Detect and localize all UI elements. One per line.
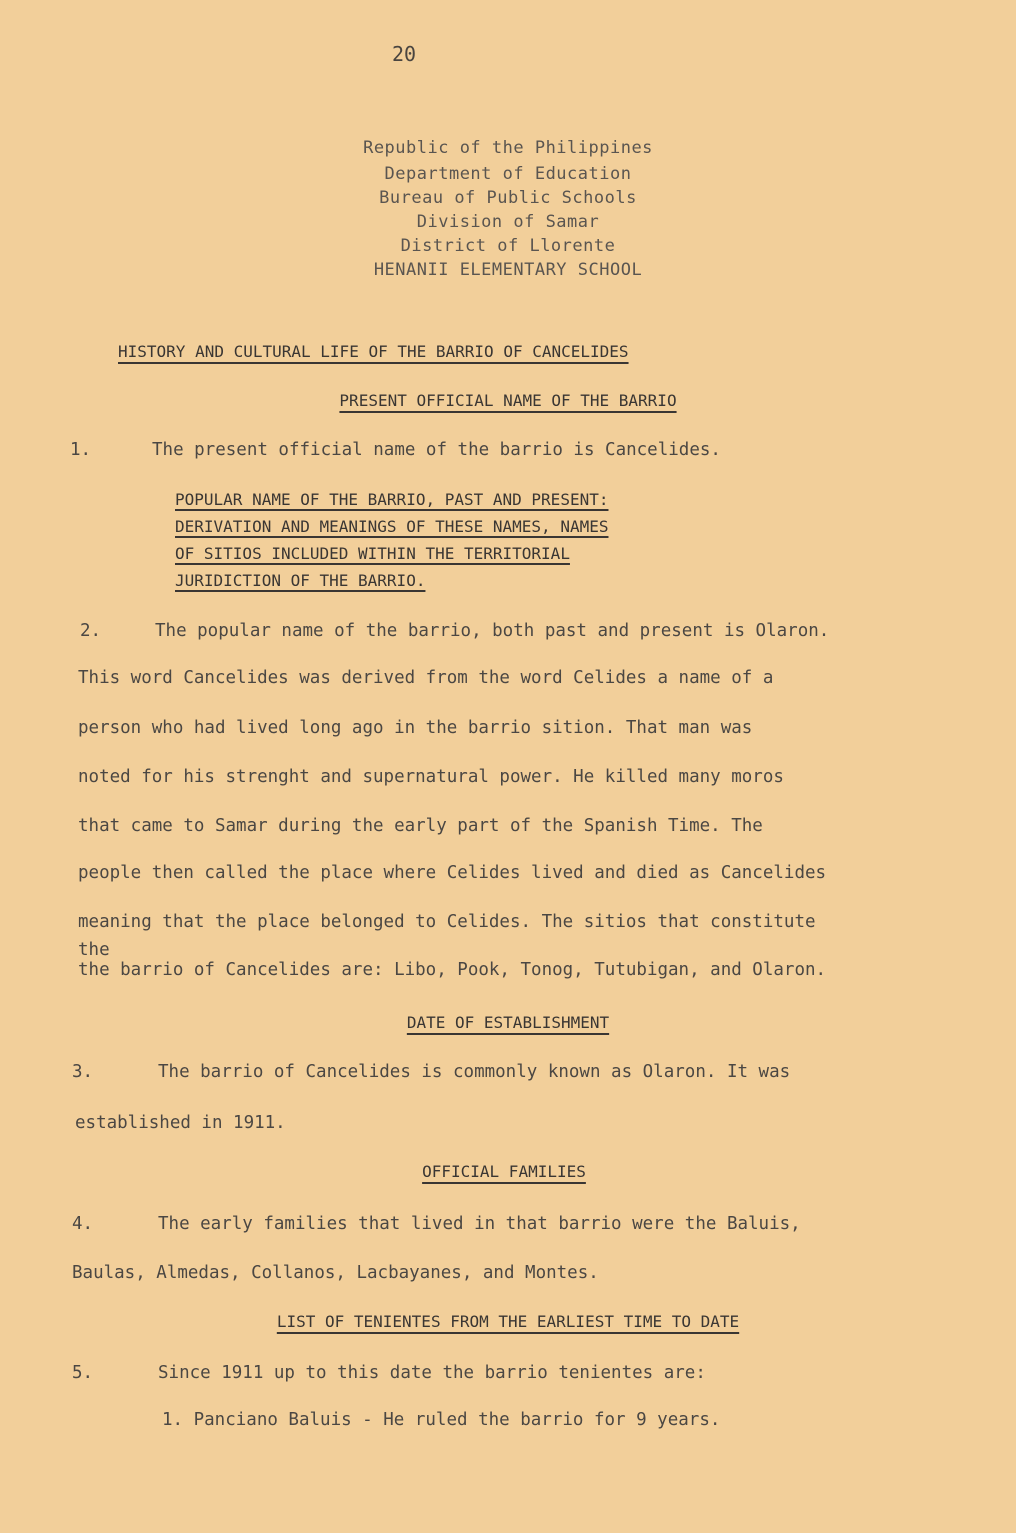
heading-official-name: PRESENT OFFICIAL NAME OF THE BARRIO — [339, 391, 677, 410]
popular-name-line: meaning that the place belonged to Celides. The sitios that constitute — [78, 912, 816, 932]
main-title: HISTORY AND CULTURAL LIFE OF THE BARRIO OF CANCELIDES — [118, 342, 629, 361]
popular-name-line: noted for his strenght and supernatural power. He killed many moros — [78, 767, 784, 787]
heading-tenientes: LIST OF TENIENTES FROM THE EARLIEST TIME TO DATE — [276, 1312, 740, 1331]
establishment-line: established in 1911. — [75, 1113, 286, 1133]
popular-name-line: person who had lived long ago in the barrio sition. That man was — [78, 718, 753, 738]
item-number-1: 1. — [70, 440, 92, 460]
heading-establishment: DATE OF ESTABLISHMENT — [406, 1013, 610, 1032]
heading-popular-name-line: POPULAR NAME OF THE BARRIO, PAST AND PRESENT: — [175, 490, 609, 509]
popular-name-line: the — [78, 940, 110, 960]
heading-popular-name-line: OF SITIOS INCLUDED WITHIN THE TERRITORIAL — [175, 544, 570, 563]
letterhead-department: Department of Education — [384, 164, 632, 184]
popular-name-line: that came to Samar during the early part of the Spanish Time. The — [78, 816, 763, 836]
heading-popular-name — [175, 486, 775, 594]
teniente-list-item: 1. Panciano Baluis - He ruled the barrio for 9 years. — [162, 1410, 721, 1430]
popular-name-line: the barrio of Cancelides are: Libo, Pook, Tonog, Tutubigan, and Olaron. — [78, 960, 827, 980]
letterhead-republic: Republic of the Philippines — [363, 138, 653, 158]
popular-name-line: people then called the place where Celides lived and died as Cancelides — [78, 863, 827, 883]
families-line: Baulas, Almedas, Collanos, Lacbayanes, and Montes. — [72, 1263, 599, 1283]
establishment-line: The barrio of Cancelides is commonly known as Olaron. It was — [158, 1062, 791, 1082]
heading-popular-name-line: DERIVATION AND MEANINGS OF THESE NAMES, NAMES — [175, 517, 609, 536]
item-number-2: 2. — [80, 621, 102, 641]
popular-name-line: This word Cancelides was derived from the word Celides a name of a — [78, 668, 774, 688]
tenientes-intro: Since 1911 up to this date the barrio tenientes are: — [158, 1363, 706, 1383]
popular-name-line: The popular name of the barrio, both past and present is Olaron. — [155, 621, 830, 641]
families-line: The early families that lived in that barrio were the Baluis, — [158, 1214, 801, 1234]
letterhead-school: HENANII ELEMENTARY SCHOOL — [373, 260, 643, 280]
item-number-5: 5. — [72, 1363, 94, 1383]
official-name-text: The present official name of the barrio is Cancelides. — [152, 440, 721, 460]
item-number-4: 4. — [72, 1214, 94, 1234]
letterhead-division: Division of Samar — [416, 212, 600, 232]
letterhead-bureau: Bureau of Public Schools — [379, 188, 637, 208]
heading-families: OFFICIAL FAMILIES — [422, 1162, 586, 1181]
item-number-3: 3. — [72, 1062, 94, 1082]
page-number: 20 — [392, 42, 417, 66]
letterhead-district: District of Llorente — [400, 236, 616, 256]
heading-popular-name-line: JURIDICTION OF THE BARRIO. — [175, 571, 426, 590]
